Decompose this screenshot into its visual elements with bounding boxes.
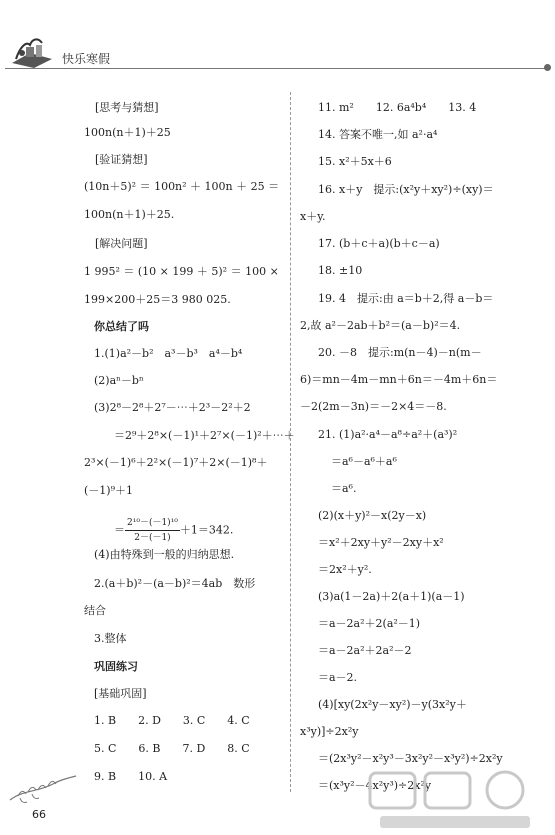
right-line-15: (2)(x＋y)²－x(2y－x) (318, 509, 427, 522)
page-header (0, 0, 555, 75)
left-line-7: 199×200＋25＝3 980 025. (84, 293, 231, 306)
right-line-12: 21. (1)a²·a⁴－a⁸÷a²＋(a³)² (318, 428, 458, 441)
right-line-5: 17. (b＋c＋a)(b＋c－a) (318, 237, 440, 250)
right-line-23: x³y)]÷2x²y (300, 725, 359, 738)
left-line-2: [验证猜想] (95, 153, 148, 166)
left-line-11: (3)2⁸－2⁸＋2⁷－⋯＋2³－2²＋2 (94, 401, 251, 414)
right-line-19: ＝a－2a²＋2(a²－1) (318, 617, 421, 630)
left-line-20: [基础巩固] (94, 687, 147, 700)
right-line-18: (3)a(1－2a)＋2(a＋1)(a－1) (318, 590, 465, 603)
right-line-14: ＝a⁶. (331, 482, 357, 495)
left-line-8: 你总结了吗 (94, 320, 149, 333)
right-line-10: 6)＝mn－4m－mn＋6n＝－4m＋6n＝ (300, 373, 498, 386)
fraction-prefix: ＝ (114, 523, 125, 537)
left-line-5: [解决问题] (95, 237, 148, 250)
right-line-21: ＝a－2. (318, 671, 358, 684)
left-line-21: 1. B 2. D 3. C 4. C (94, 714, 250, 727)
left-line-23: 9. B 10. A (94, 770, 168, 783)
fraction-suffix: ＋1＝342. (179, 523, 234, 537)
right-line-4: x＋y. (300, 210, 326, 223)
fraction-line (114, 516, 233, 545)
right-line-3: 16. x＋y 提示:(x²y＋xy²)÷(xy)＝ (318, 183, 494, 196)
left-line-4: 100n(n＋1)＋25. (84, 208, 175, 221)
header-title: 快乐寒假 (62, 52, 111, 66)
left-line-10: (2)aⁿ－bⁿ (94, 374, 144, 387)
right-line-2: 15. x²＋5x＋6 (318, 155, 392, 168)
right-line-8: 2,故 a²－2ab＋b²＝(a－b)²＝4. (300, 319, 461, 332)
right-line-17: ＝2x²＋y². (318, 563, 372, 576)
right-line-25: ＝(x³y²－4x²y³)÷2x²y (318, 779, 432, 792)
left-line-22: 5. C 6. B 7. D 8. C (94, 742, 250, 755)
left-line-12: ＝2⁹＋2⁸×(－1)¹＋2⁷×(－1)²＋⋯＋ (114, 429, 295, 442)
left-line-19: 巩固练习 (94, 660, 138, 673)
left-line-14: (－1)⁹＋1 (84, 484, 133, 497)
right-line-16: ＝x²＋2xy＋y²－2xy＋x² (318, 536, 444, 549)
left-line-3: (10n＋5)² ＝ 100n² ＋ 100n ＋ 25 ＝ (84, 180, 280, 193)
left-line-1: 100n(n＋1)＋25 (84, 126, 171, 139)
right-line-0: 11. m² 12. 6a⁴b⁴ 13. 4 (318, 101, 477, 114)
fraction (125, 516, 180, 545)
left-line-17: 结合 (84, 604, 106, 617)
fraction-denominator: 2－(－1) (134, 533, 171, 543)
right-line-11: －2(2m－3n)＝－2×4＝－8. (300, 400, 447, 413)
left-line-18: 3.整体 (94, 632, 127, 645)
left-line-16: 2.(a＋b)²－(a－b)²＝4ab 数形 (94, 577, 256, 590)
right-line-9: 20. －8 提示:m(n－4)－n(m－ (318, 346, 482, 359)
page-number: 66 (32, 808, 46, 821)
right-line-20: ＝a－2a²＋2a²－2 (318, 644, 412, 657)
fraction-numerator: 2¹⁰－(－1)¹⁰ (125, 516, 180, 531)
left-line-15: (4)由特殊到一般的归纳思想. (94, 548, 235, 561)
right-line-13: ＝a⁶－a⁶＋a⁶ (331, 455, 397, 468)
right-line-6: 18. ±10 (318, 264, 363, 277)
book-logo-icon (10, 33, 54, 69)
header-rule (5, 68, 550, 69)
right-line-1: 14. 答案不唯一,如 a²·a⁴ (318, 128, 438, 141)
left-line-6: 1 995² ＝ (10 × 199 ＋ 5)² ＝ 100 × (84, 265, 279, 278)
right-line-7: 19. 4 提示:由 a＝b＋2,得 a－b＝ (318, 292, 494, 305)
header-rule-dot (544, 64, 551, 71)
left-line-13: 2³×(－1)⁶＋2²×(－1)⁷＋2×(－1)⁸＋ (84, 456, 268, 469)
left-line-0: [思考与猜想] (95, 101, 159, 114)
right-line-22: (4)[xy(2x²y－xy²)－y(3x²y＋ (318, 698, 467, 711)
right-line-24: ＝(2x³y²－x²y³－3x²y²－x³y²)÷2x²y (318, 752, 503, 765)
left-line-9: 1.(1)a²－b² a³－b³ a⁴－b⁴ (94, 347, 243, 360)
watermark-logo-icon (360, 768, 550, 833)
